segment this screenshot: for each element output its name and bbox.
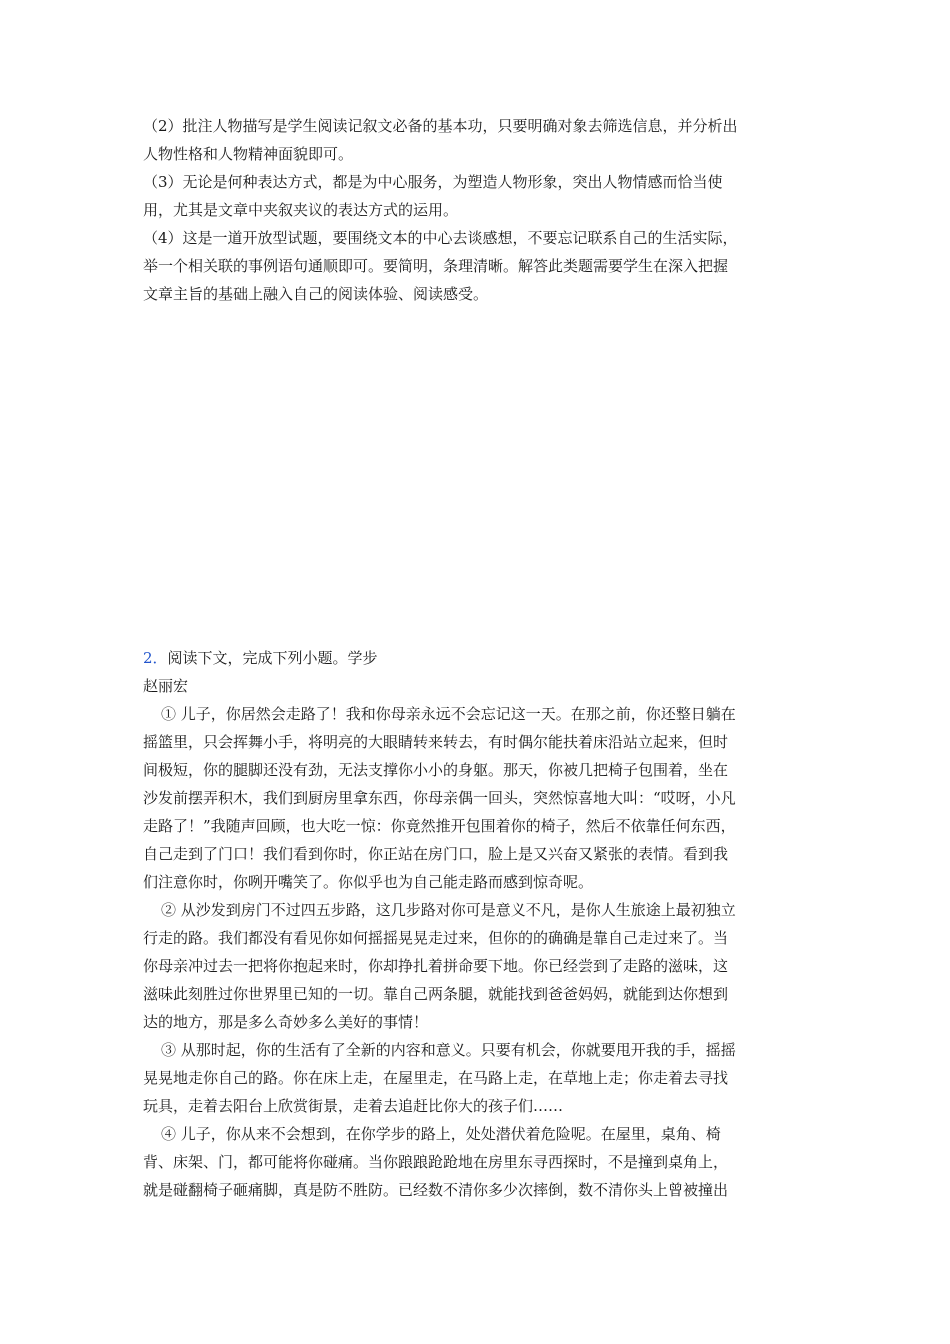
text-line: 用，尤其是文章中夹叙夹议的表达方式的运用。 [143, 201, 459, 219]
text-line: 行走的路。我们都没有看见你如何摇摇晃晃走过来，但你的的确确是靠自己走过来了。当 [143, 929, 729, 947]
text-line: 文章主旨的基础上融入自己的阅读体验、阅读感受。 [143, 285, 489, 303]
text-line: ② 从沙发到房门不过四五步路，这几步路对你可是意义不凡，是你人生旅途上最初独立 [161, 901, 736, 919]
answer-analysis [143, 112, 815, 308]
article-paragraph-2 [143, 896, 815, 1036]
article-paragraph-3 [143, 1036, 815, 1120]
question-heading [143, 644, 815, 672]
text-line: ① 儿子，你居然会走路了！我和你母亲永远不会忘记这一天。在那之前，你还整日躺在 [161, 705, 736, 723]
article-author: 赵丽宏 [143, 677, 189, 695]
text-line: 举一个相关联的事例语句通顺即可。要简明，条理清晰。解答此类题需要学生在深入把握 [143, 257, 729, 275]
question-number: 2． [143, 649, 168, 667]
article-paragraph-1 [143, 700, 815, 896]
text-line: （3）无论是何种表达方式，都是为中心服务，为塑造人物形象，突出人物情感而恰当使 [143, 173, 723, 191]
answer-item-2 [143, 112, 815, 168]
text-line: ④ 儿子，你从来不会想到，在你学步的路上，处处潜伏着危险呢。在屋里，桌角、椅 [161, 1125, 721, 1143]
text-line: 背、床架、门，都可能将你碰痛。当你踉踉跄跄地在房里东寻西探时，不是撞到桌角上， [143, 1153, 729, 1171]
text-line: 达的地方，那是多么奇妙多么美好的事情！ [143, 1013, 429, 1031]
text-line: 你母亲冲过去一把将你抱起来时，你却挣扎着拼命要下地。你已经尝到了走路的滋味，这 [143, 957, 729, 975]
text-line: 人物性格和人物精神面貌即可。 [143, 145, 354, 163]
article-paragraph-4 [143, 1120, 815, 1204]
text-line: 们注意你时，你咧开嘴笑了。你似乎也为自己能走路而感到惊奇呢。 [143, 873, 594, 891]
answer-item-3 [143, 168, 815, 224]
text-line: 晃晃地走你自己的路。你在床上走，在屋里走，在马路上走，在草地上走；你走着去寻找 [143, 1069, 729, 1087]
reading-question [143, 644, 815, 1204]
text-line: 玩具，走着去阳台上欣赏街景，走着去追赶比你大的孩子们…… [143, 1097, 564, 1115]
answer-item-4 [143, 224, 815, 308]
text-line: 沙发前摆弄积木，我们到厨房里拿东西，你母亲偶一回头，突然惊喜地大叫：“哎呀，小凡 [143, 789, 736, 807]
text-line: 间极短，你的腿脚还没有劲，无法支撑你小小的身躯。那天，你被几把椅子包围着，坐在 [143, 761, 729, 779]
text-line: （2）批注人物描写是学生阅读记叙文必备的基本功，只要明确对象去筛选信息，并分析出 [143, 117, 738, 135]
text-line: 走路了！”我随声回顾，也大吃一惊：你竟然推开包围着你的椅子，然后不依靠任何东西， [143, 817, 736, 835]
text-line: ③ 从那时起，你的生活有了全新的内容和意义。只要有机会，你就要甩开我的手，摇摇 [161, 1041, 736, 1059]
text-line: （4）这是一道开放型试题，要围绕文本的中心去谈感想，不要忘记联系自己的生活实际， [143, 229, 738, 247]
text-line: 自己走到了门口！我们看到你时，你正站在房门口，脸上是又兴奋又紧张的表情。看到我 [143, 845, 729, 863]
question-prompt: 阅读下文，完成下列小题。学步 [167, 649, 378, 667]
text-line: 摇篮里，只会挥舞小手，将明亮的大眼睛转来转去，有时偶尔能扶着床沿站立起来，但时 [143, 733, 729, 751]
text-line: 滋味此刻胜过你世界里已知的一切。靠自己两条腿，就能找到爸爸妈妈，就能到达你想到 [143, 985, 729, 1003]
text-line: 就是碰翻椅子砸痛脚，真是防不胜防。已经数不清你多少次摔倒，数不清你头上曾被撞出 [143, 1181, 729, 1199]
